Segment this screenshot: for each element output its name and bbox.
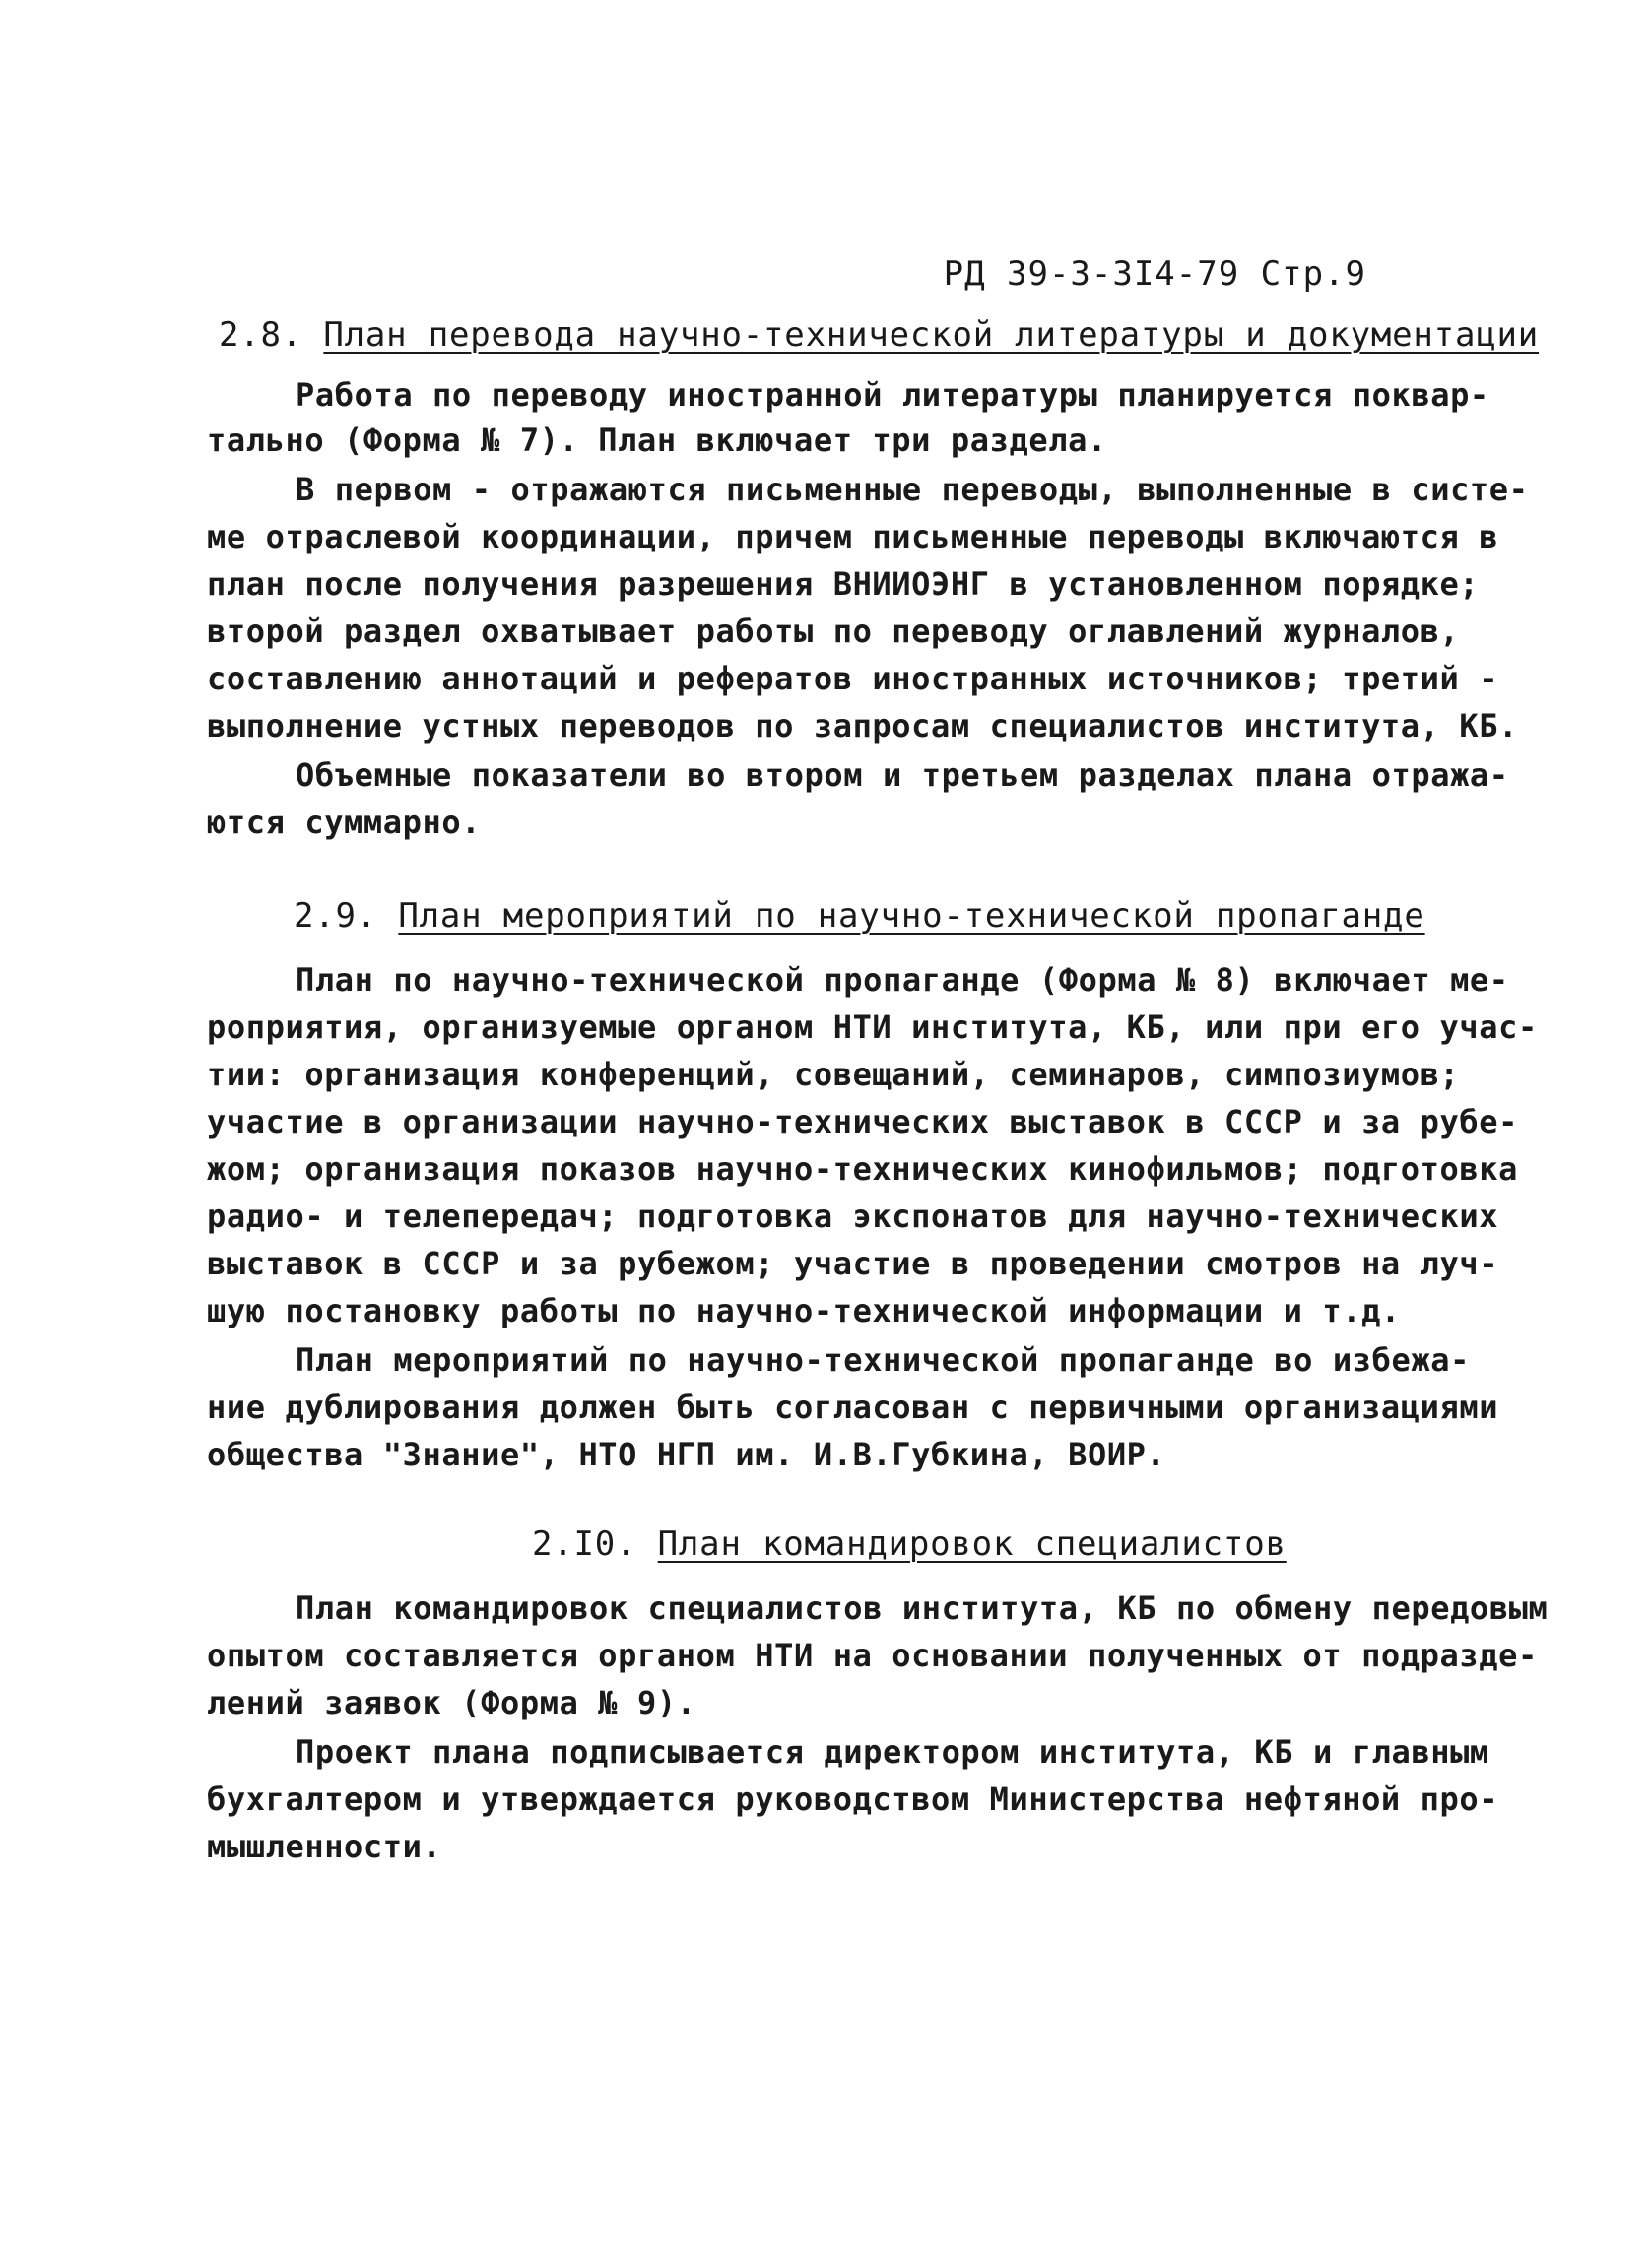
text-line: План командировок специалистов института, КБ по обмену передовым: [296, 1589, 1549, 1627]
text-line: жом; организация показов научно-технических кинофильмов; подготовка: [207, 1150, 1518, 1188]
text-line: ме отраслевой координации, причем письменные переводы включаются в: [207, 518, 1499, 555]
text-line: Проект плана подписывается директором института, КБ и главным: [296, 1733, 1489, 1771]
text-line: шую постановку работы по научно-технической информации и т.д.: [207, 1292, 1401, 1329]
section-title: План мероприятий по научно-технической пропаганде: [398, 896, 1425, 936]
text-line: тии: организация конференций, совещаний, семинаров, симпозиумов;: [207, 1056, 1460, 1093]
text-line: Работа по переводу иностранной литературы планируется поквар-: [296, 376, 1489, 414]
section-number: 2.8.: [219, 315, 303, 355]
section-title: План командировок специалистов: [657, 1524, 1287, 1564]
text-line: Объемные показатели во втором и третьем разделах плана отража-: [296, 756, 1509, 794]
text-line: выставок в СССР и за рубежом; участие в проведении смотров на луч-: [207, 1245, 1499, 1282]
text-line: составлению аннотаций и рефератов иностранных источников; третий -: [207, 660, 1499, 697]
section-number: 2.9.: [294, 896, 378, 936]
text-line: лений заявок (Форма № 9).: [207, 1684, 696, 1721]
text-line: выполнение устных переводов по запросам специалистов института, КБ.: [207, 707, 1518, 745]
text-line: участие в организации научно-технических выставок в СССР и за рубе-: [207, 1103, 1518, 1140]
page-header: РД 39-3-3I4-79 Стр.9: [943, 254, 1366, 293]
section-heading-2-8: [219, 315, 1539, 355]
text-line: бухгалтером и утверждается руководством Министерства нефтяной про-: [207, 1781, 1499, 1818]
text-line: второй раздел охватывает работы по переводу оглавлений журналов,: [207, 613, 1460, 650]
text-line: ние дублирования должен быть согласован с первичными организациями: [207, 1389, 1499, 1426]
text-line: тально (Форма № 7). План включает три раздела.: [207, 421, 1107, 459]
text-line: В первом - отражаются письменные переводы, выполненные в систе-: [296, 471, 1529, 508]
section-number: 2.I0.: [532, 1524, 637, 1564]
text-line: План по научно-технической пропаганде (Форма № 8) включает ме-: [296, 961, 1509, 999]
text-line: опытом составляется органом НТИ на основании полученных от подразде-: [207, 1637, 1538, 1674]
text-line: ются суммарно.: [207, 804, 482, 841]
text-line: План мероприятий по научно-технической пропаганде во избежа-: [296, 1341, 1470, 1379]
section-heading-2-10: [532, 1524, 1287, 1564]
section-heading-2-9: [294, 896, 1425, 936]
text-line: мышленности.: [207, 1828, 442, 1865]
text-line: радио- и телепередач; подготовка экспонатов для научно-технических: [207, 1198, 1499, 1235]
text-line: роприятия, организуемые органом НТИ института, КБ, или при его учас-: [207, 1008, 1538, 1046]
section-title: План перевода научно-технической литературы и документации: [323, 315, 1540, 355]
text-line: план после получения разрешения ВНИИОЭНГ в установленном порядке;: [207, 565, 1480, 603]
text-line: общества "Знание", НТО НГП им. И.В.Губкина, ВОИР.: [207, 1436, 1166, 1473]
